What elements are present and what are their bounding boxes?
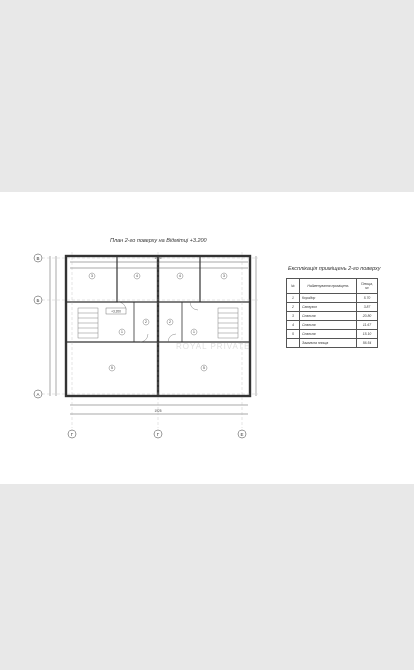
room-area: 3.87 (357, 303, 378, 312)
svg-text:5: 5 (111, 366, 113, 371)
room-mark (89, 273, 95, 279)
door-swing (168, 334, 176, 342)
row-number: 5 (287, 330, 300, 339)
plan-title: План 2-го поверху на Відмітці +3.200 (110, 238, 207, 244)
svg-text:4: 4 (136, 274, 138, 279)
room-mark (167, 319, 173, 325)
room-mark (119, 329, 125, 335)
room-name: Санвузол (300, 303, 357, 312)
room-mark (201, 365, 207, 371)
room-area: 20.80 (357, 312, 378, 321)
axis-label: Е (240, 432, 244, 437)
room-mark (221, 273, 227, 279)
row-number: 1 (287, 294, 300, 303)
level-mark: +3.200 (111, 309, 121, 314)
row-number: 3 (287, 312, 300, 321)
axis-label: В (36, 256, 40, 261)
svg-text:2: 2 (145, 320, 147, 325)
drawing-sheet (0, 192, 414, 484)
dimension-text: 1925 (154, 409, 162, 413)
table-header-row (287, 279, 378, 294)
svg-text:3: 3 (223, 274, 225, 279)
door-swing (190, 302, 198, 310)
table-total-row (287, 339, 378, 348)
svg-text:2: 2 (169, 320, 171, 325)
room-area: 11.67 (357, 321, 378, 330)
total-area: 56.54 (357, 339, 378, 348)
room-name: Спальня (300, 330, 357, 339)
row-number: 2 (287, 303, 300, 312)
column-header: Найменування приміщень (300, 279, 357, 294)
axis-bubble (238, 430, 246, 438)
legend-table-title: Експлікація приміщень 2-го поверху (288, 266, 381, 272)
svg-text:4: 4 (179, 274, 181, 279)
svg-text:3: 3 (91, 274, 93, 279)
stairs-left (78, 308, 98, 338)
dimension-text: 1925 (154, 256, 162, 260)
table-row (287, 294, 378, 303)
svg-text:5: 5 (203, 366, 205, 371)
room-area: 5.70 (357, 294, 378, 303)
table-row (287, 303, 378, 312)
column-header: Площа, м² (357, 279, 378, 294)
room-mark (134, 273, 140, 279)
legend-table (286, 278, 378, 348)
room-area: 15.10 (357, 330, 378, 339)
door-swing (140, 334, 148, 342)
row-number (287, 339, 300, 348)
axis-bubble (34, 254, 42, 262)
axis-label: Б (36, 298, 40, 303)
room-name: Коридор (300, 294, 357, 303)
svg-text:1: 1 (121, 330, 123, 335)
room-mark (191, 329, 197, 335)
column-header: № (287, 279, 300, 294)
room-mark (109, 365, 115, 371)
axis-bubble (34, 296, 42, 304)
room-name: Спальня (300, 321, 357, 330)
axis-bubble (154, 430, 162, 438)
axis-bubble (68, 430, 76, 438)
total-label: Загальна площа (300, 339, 357, 348)
axis-bubble (34, 390, 42, 398)
watermark: ROYAL PRIVATE (176, 342, 251, 351)
room-name: Спальня (300, 312, 357, 321)
row-number: 4 (287, 321, 300, 330)
axis-label: А (36, 392, 40, 397)
table-row (287, 330, 378, 339)
stairs-right (218, 308, 238, 338)
table-row (287, 321, 378, 330)
svg-text:1: 1 (193, 330, 195, 335)
axis-label: Г (70, 432, 74, 437)
room-mark (177, 273, 183, 279)
room-mark (143, 319, 149, 325)
table-row (287, 312, 378, 321)
axis-label: Г (156, 432, 160, 437)
